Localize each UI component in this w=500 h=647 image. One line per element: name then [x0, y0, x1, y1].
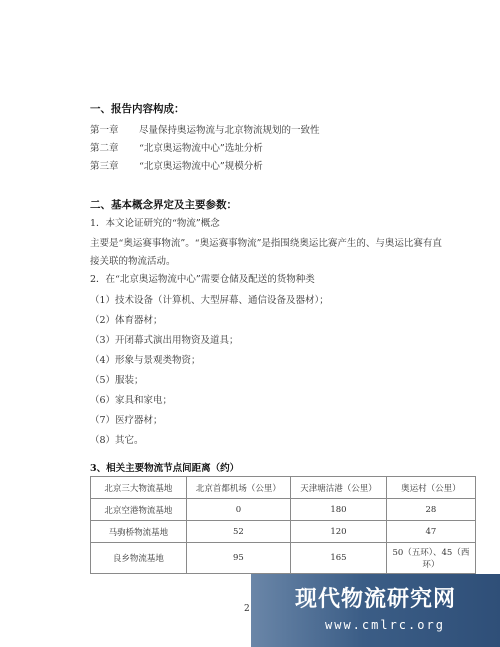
table-cell: 47 [386, 521, 475, 543]
table-cell: 120 [291, 521, 387, 543]
watermark-banner [251, 574, 500, 647]
chapter-line-3 [90, 158, 263, 172]
goods-item: （1）技术设备（计算机、大型屏幕、通信设备及器材）； [90, 295, 329, 306]
table-cell: 95 [186, 543, 290, 574]
section2-heading: 二、基本概念界定及主要参数： [90, 199, 237, 211]
table-cell: 52 [186, 521, 290, 543]
table-cell: 马驹桥物流基地 [91, 521, 187, 543]
chapter-title: “北京奥运物流中心”选址分析 [139, 143, 263, 154]
table-row [91, 521, 476, 543]
distance-table [90, 476, 476, 574]
concept-text-line-1: 主要是“奥运赛事物流”。“奥运赛事物流”是指围绕奥运比赛产生的、与奥运比赛有直 [90, 238, 442, 249]
chapter-number: 第二章 [90, 143, 119, 154]
goods-item: （3）开闭幕式演出用物资及道具； [90, 335, 239, 346]
watermark-title: 现代物流研究网 [295, 587, 457, 612]
table-header-cell: 天津塘沽港（公里） [291, 477, 387, 499]
table-header-cell: 奥运村（公里） [386, 477, 475, 499]
chapter-number: 第一章 [90, 125, 119, 136]
table-cell: 165 [291, 543, 387, 574]
concept-title: 1．本文论证研究的“物流”概念 [90, 218, 220, 229]
table-header-cell: 北京首都机场（公里） [186, 477, 290, 499]
goods-item: （6）家具和家电； [90, 395, 173, 406]
chapter-line-1 [90, 122, 320, 136]
section1-heading: 一、报告内容构成： [90, 103, 185, 115]
concept-text-line-2: 接关联的物流活动。 [90, 256, 176, 267]
chapter-line-2 [90, 140, 263, 154]
table-row [91, 543, 476, 574]
goods-item: （7）医疗器材； [90, 415, 163, 426]
chapter-title: 尽量保持奥运物流与北京物流规划的一致性 [139, 125, 320, 136]
chapter-title: “北京奥运物流中心”规模分析 [139, 161, 263, 172]
table-cell: 0 [186, 499, 290, 521]
table-header-cell: 北京三大物流基地 [91, 477, 187, 499]
table-header-row [91, 477, 476, 499]
chapter-number: 第三章 [90, 161, 119, 172]
table-cell: 180 [291, 499, 387, 521]
table-cell: 良乡物流基地 [91, 543, 187, 574]
section3-heading: 3、相关主要物流节点间距离（约） [90, 463, 240, 474]
goods-item: （5）服装； [90, 375, 144, 386]
goods-item: （8）其它。 [90, 435, 144, 446]
table-cell: 北京空港物流基地 [91, 499, 187, 521]
goods-item: （4）形象与景观类物资； [90, 355, 201, 366]
page-number: 2 [244, 604, 250, 614]
goods-title: 2．在“北京奥运物流中心”需要仓储及配送的货物种类 [90, 274, 315, 285]
table-cell: 50（五环）、45（西环） [386, 543, 475, 574]
goods-item: （2）体育器材； [90, 315, 163, 326]
table-cell: 28 [386, 499, 475, 521]
table-row [91, 499, 476, 521]
watermark-url: www.cmlrc.org [325, 618, 445, 632]
